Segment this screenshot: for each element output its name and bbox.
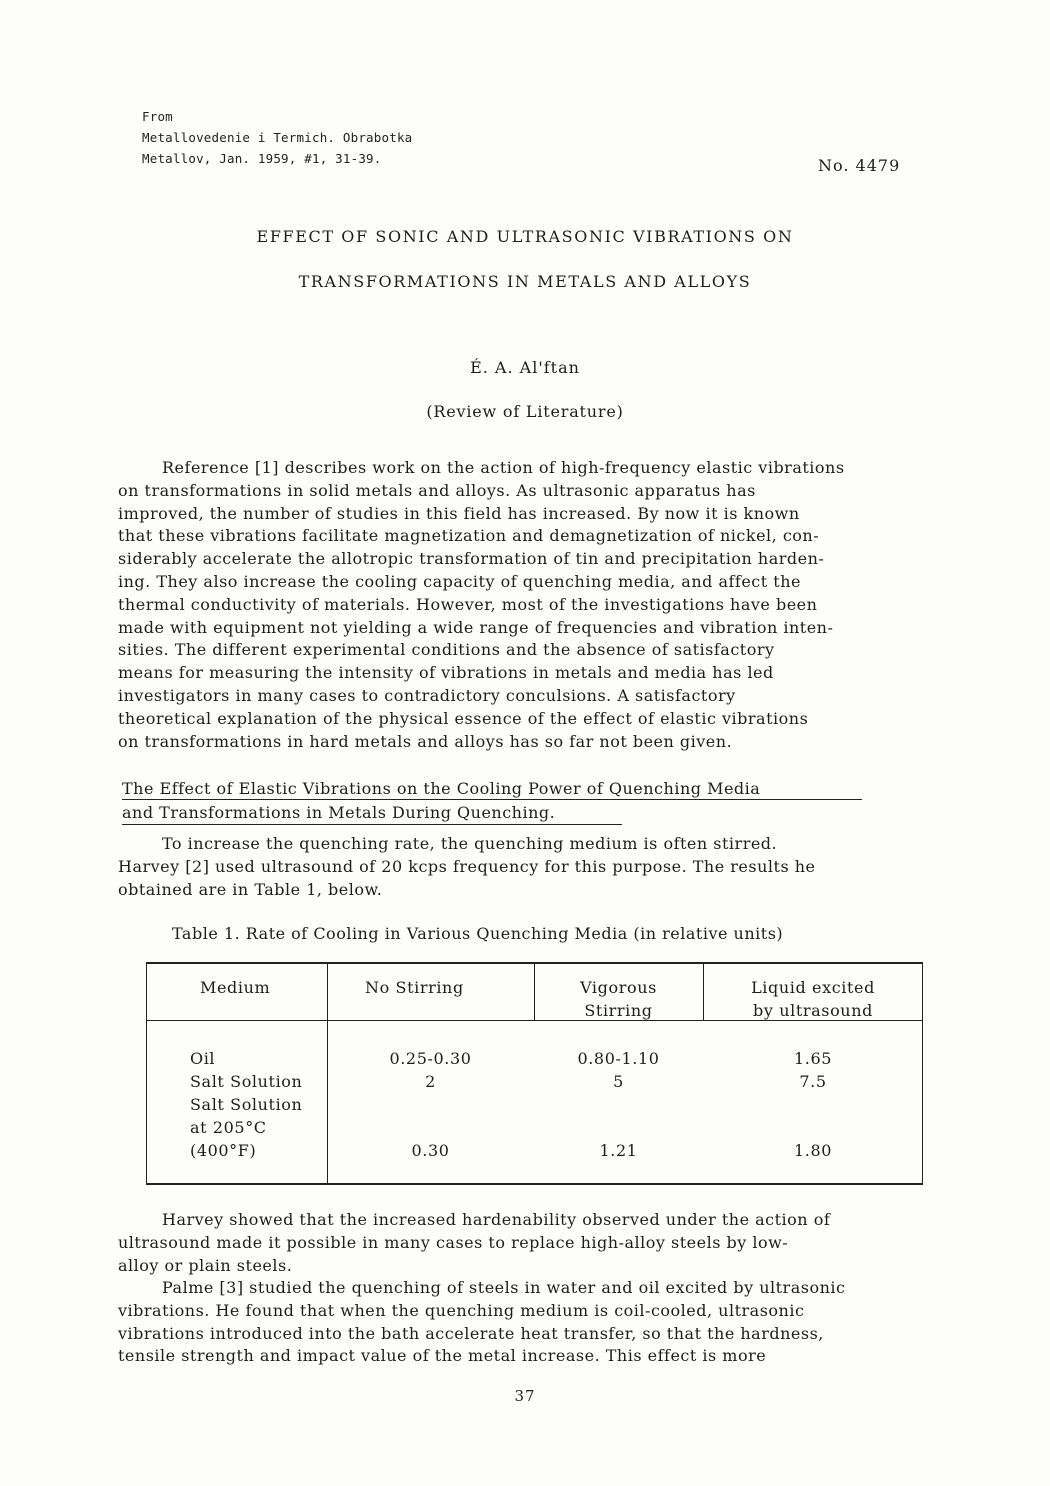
cell-medium	[190, 1093, 302, 1162]
header-ultrasound	[703, 976, 923, 1022]
text-line: theoretical explanation of the physical essence of the effect of elastic vibrations	[118, 708, 809, 728]
cooling-rate-table	[146, 962, 924, 1184]
header-line: Vigorous	[580, 978, 657, 997]
source-line: Metallovedenie i Termich. Obrabotka	[142, 130, 413, 145]
cell-no-stirring: 0.25-0.30	[389, 1049, 472, 1068]
header-line: Liquid excited	[751, 978, 875, 997]
text-line: obtained are in Table 1, below.	[118, 879, 383, 899]
heading-line: The Effect of Elastic Vibrations on the Cooling Power of Quenching Media	[122, 779, 761, 798]
subtitle: (Review of Literature)	[426, 402, 624, 421]
heading-line: and Transformations in Metals During Quenching.	[122, 803, 556, 822]
text-line: made with equipment not yielding a wide range of frequencies and vibration inten-	[118, 617, 834, 637]
title-line-1: EFFECT OF SONIC AND ULTRASONIC VIBRATIONS ON	[256, 227, 794, 246]
text-line: siderably accelerate the allotropic transformation of tin and precipitation harden-	[118, 549, 825, 569]
text-line: ing. They also increase the cooling capacity of quenching media, and affect the	[118, 571, 801, 591]
text-line: on transformations in solid metals and alloys. As ultrasonic apparatus has	[118, 480, 756, 500]
source-line: Metallov, Jan. 1959, #1, 31-39.	[142, 151, 382, 166]
cell-ultrasound: 1.80	[793, 1141, 833, 1160]
source-line: From	[142, 109, 173, 124]
paragraph-palme	[118, 1277, 958, 1368]
text-line: improved, the number of studies in this field has increased. By now it is known	[118, 503, 800, 523]
text-line: thermal conductivity of materials. However, most of the investigations have been	[118, 594, 818, 614]
text-line: vibrations introduced into the bath accelerate heat transfer, so that the hardness,	[118, 1323, 824, 1343]
text-line: sities. The different experimental conditions and the absence of satisfactory	[118, 640, 775, 660]
text-line: that these vibrations facilitate magnetization and demagnetization of nickel, con-	[118, 526, 820, 546]
cell-line: (400°F)	[190, 1141, 257, 1160]
author: É. A. Al'ftan	[470, 358, 580, 377]
text-line: Harvey [2] used ultrasound of 20 kcps frequency for this purpose. The results he	[118, 856, 816, 876]
paragraph-intro	[118, 457, 958, 753]
heading-underline	[122, 799, 862, 800]
header-medium: Medium	[200, 978, 271, 997]
cell-ultrasound: 1.65	[793, 1049, 833, 1068]
cell-line: Salt Solution	[190, 1095, 303, 1114]
text-line: tensile strength and impact value of the metal increase. This effect is more	[118, 1346, 767, 1366]
text-line: To increase the quenching rate, the quenching medium is often stirred.	[162, 834, 778, 853]
text-line: Reference [1] describes work on the action of high-frequency elastic vibrations	[162, 458, 845, 477]
cell-vigorous: 5	[613, 1072, 624, 1091]
section-heading	[122, 777, 760, 825]
header-line: by ultrasound	[753, 1001, 873, 1020]
cell-ultrasound: 7.5	[799, 1072, 827, 1091]
text-line: investigators in many cases to contradictory conculsions. A satisfactory	[118, 685, 736, 705]
header-vigorous-stirring	[534, 976, 703, 1022]
cell-vigorous: 0.80-1.10	[577, 1049, 660, 1068]
cell-no-stirring: 0.30	[411, 1141, 450, 1160]
text-line: ultrasound made it possible in many cases to replace high-alloy steels by low-	[118, 1232, 789, 1252]
header-line: Stirring	[584, 1001, 653, 1020]
source-citation	[142, 106, 412, 169]
text-line: Palme [3] studied the quenching of steels in water and oil excited by ultrasonic	[162, 1278, 846, 1297]
document-number: No. 4479	[818, 156, 901, 175]
heading-underline	[122, 824, 622, 825]
text-line: Harvey showed that the increased hardenability observed under the action of	[162, 1210, 831, 1229]
table-caption: Table 1. Rate of Cooling in Various Quenching Media (in relative units)	[172, 924, 784, 943]
cell-no-stirring: 2	[425, 1072, 436, 1091]
cell-vigorous: 1.21	[599, 1141, 638, 1160]
text-line: means for measuring the intensity of vibrations in metals and media has led	[118, 663, 774, 683]
header-no-stirring: No Stirring	[365, 978, 464, 997]
text-line: vibrations. He found that when the quenching medium is coil-cooled, ultrasonic	[118, 1300, 805, 1320]
cell-medium: Oil	[190, 1049, 216, 1068]
cell-line: at 205°C	[190, 1118, 267, 1137]
page-number: 37	[514, 1387, 536, 1405]
cell-medium: Salt Solution	[190, 1072, 303, 1091]
paragraph-quenching	[118, 833, 958, 901]
text-line: alloy or plain steels.	[118, 1255, 293, 1275]
paragraph-harvey	[118, 1209, 958, 1277]
text-line: on transformations in hard metals and alloys has so far not been given.	[118, 731, 733, 751]
title-line-2: TRANSFORMATIONS IN METALS AND ALLOYS	[298, 272, 752, 291]
